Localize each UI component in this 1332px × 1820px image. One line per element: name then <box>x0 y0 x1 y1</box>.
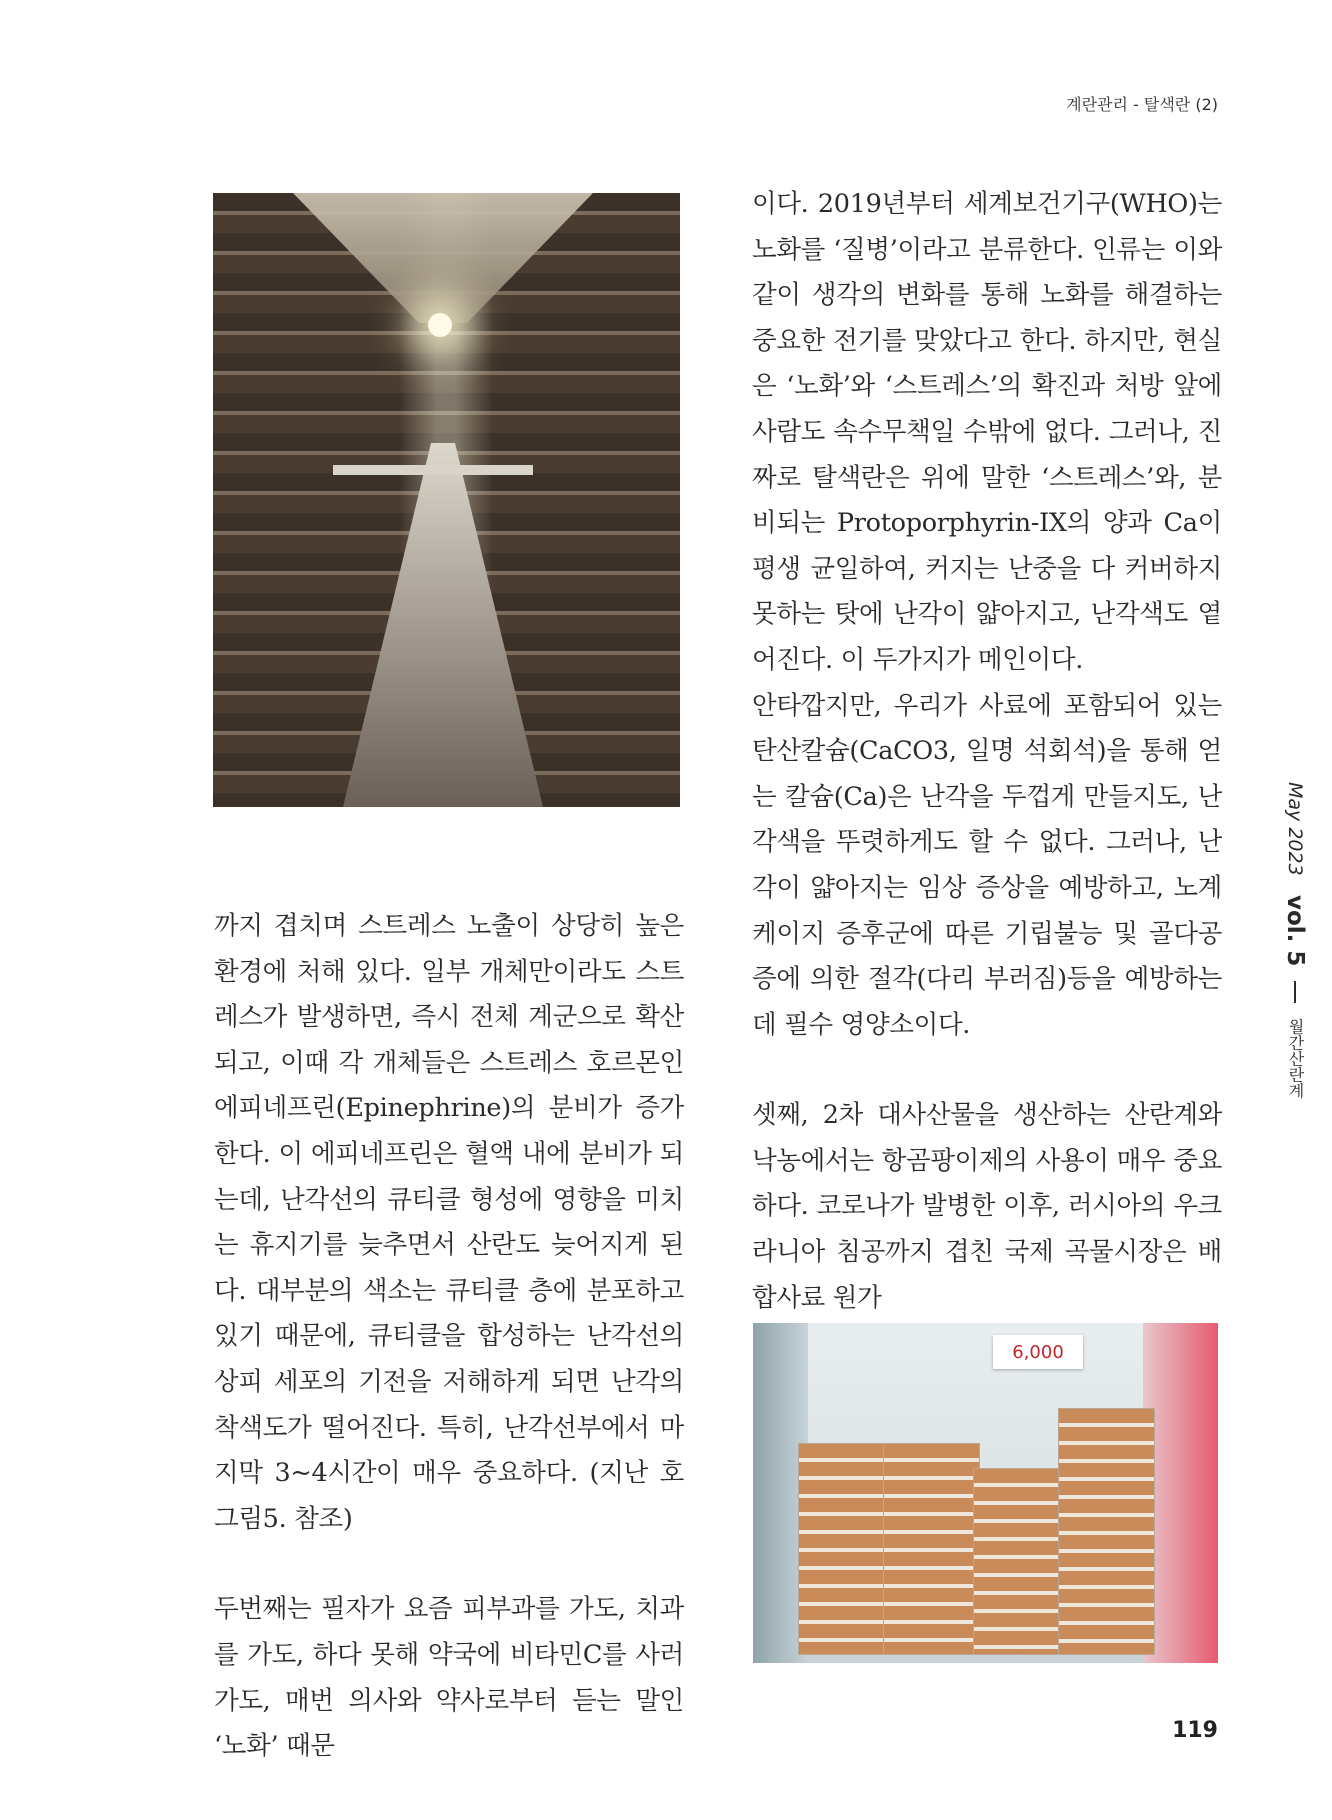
issue-volume: vol. 5 <box>1282 894 1308 967</box>
left-paragraph-1: 까지 겹치며 스트레스 노출이 상당히 높은 환경에 처해 있다. 일부 개체만이라도 스트레스가 발생하면, 즉시 전체 계군으로 확산되고, 이때 각 개체들은 스트레스 호르몬인 에피네프린(Epinephrine)의 분비가 증가한다. 이 에피네프린은 혈액 내에 분비가 되는데, 난각선의 큐티클 형성에 영향을 미치는 휴지기를 늦추면서 산란도 늦어지게 된다. 대부분의 색소는 큐티클 층에 분포하고 있기 때문에, 큐티클을 합성하는 난각선의 상피 세포의 기전을 저해하게 되면 난각의 착색도가 떨어진다. 특히, 난각선부에서 마지막 3~4시간이 매우 중요하다. (지난 호 그림5. 참조) <box>214 911 684 1534</box>
right-paragraph-2: 안타깝지만, 우리가 사료에 포함되어 있는 탄산칼슘(CaCO3, 일명 석회석)을 통해 얻는 칼슘(Ca)은 난각을 두껍게 만들지도, 난각색을 뚜렷하게도 할 수 없다. 그러나, 난각이 얇아지는 임상 증상을 예방하고, 노계 케이지 증후군에 따른 기립불능 및 골다공증에 의한 절각(다리 부러짐)등을 예방하는데 필수 영양소이다. <box>752 690 1222 1040</box>
magazine-name: 월간산란계 <box>1286 1018 1305 1099</box>
egg-tray-stack <box>1058 1408 1155 1655</box>
right-column <box>752 182 1222 1321</box>
page-number: 119 <box>1172 1718 1218 1743</box>
egg-tray-stack <box>883 1443 980 1655</box>
right-paragraph-1: 이다. 2019년부터 세계보건기구(WHO)는 노화를 ‘질병’이라고 분류한다. 인류는 이와 같이 생각의 변화를 통해 노화를 해결하는 중요한 전기를 맞았다고 한다. 하지만, 현실은 ‘노화’와 ‘스트레스’의 확진과 처방 앞에 사람도 속수무책일 수밖에 없다. 그러나, 진짜로 탈색란은 위에 말한 ‘스트레스’와, 분비되는 Protoporphyrin-IX의 양과 Ca이 평생 균일하여, 커지는 난중을 다 커버하지 못하는 탓에 난각이 얇아지고, 난각색도 옅어진다. 이 두가지가 메인이다. <box>752 189 1222 675</box>
price-tag: 6,000 <box>993 1335 1083 1369</box>
cross-beam <box>333 465 533 475</box>
issue-sidebar <box>1268 782 1308 1098</box>
section-header: 계란관리 - 탈색란 (2) <box>1066 95 1218 114</box>
poultry-house-photo <box>213 193 680 807</box>
roof-shape <box>293 193 593 323</box>
sidebar-divider <box>1294 981 1296 1003</box>
egg-tray-stack <box>798 1443 890 1655</box>
right-paragraph-3: 셋째, 2차 대사산물을 생산하는 산란계와 낙농에서는 항곰팡이제의 사용이 매우 중요하다. 코로나가 발병한 이후, 러시아의 우크라니아 침공까지 겹친 국제 곡물시장은 배합사료 원가 <box>752 1100 1222 1313</box>
aisle-floor <box>343 443 543 807</box>
left-paragraph-2: 두번째는 필자가 요즘 피부과를 가도, 치과를 가도, 하다 못해 약국에 비타민C를 사러 가도, 매번 의사와 약사로부터 듣는 말인 ‘노화’ 때문 <box>214 1594 684 1762</box>
ceiling-light <box>428 313 452 337</box>
issue-month: May 2023 <box>1284 782 1306 876</box>
egg-tray-stack <box>973 1468 1060 1655</box>
egg-display-photo <box>753 1323 1218 1663</box>
left-column <box>214 904 684 1770</box>
